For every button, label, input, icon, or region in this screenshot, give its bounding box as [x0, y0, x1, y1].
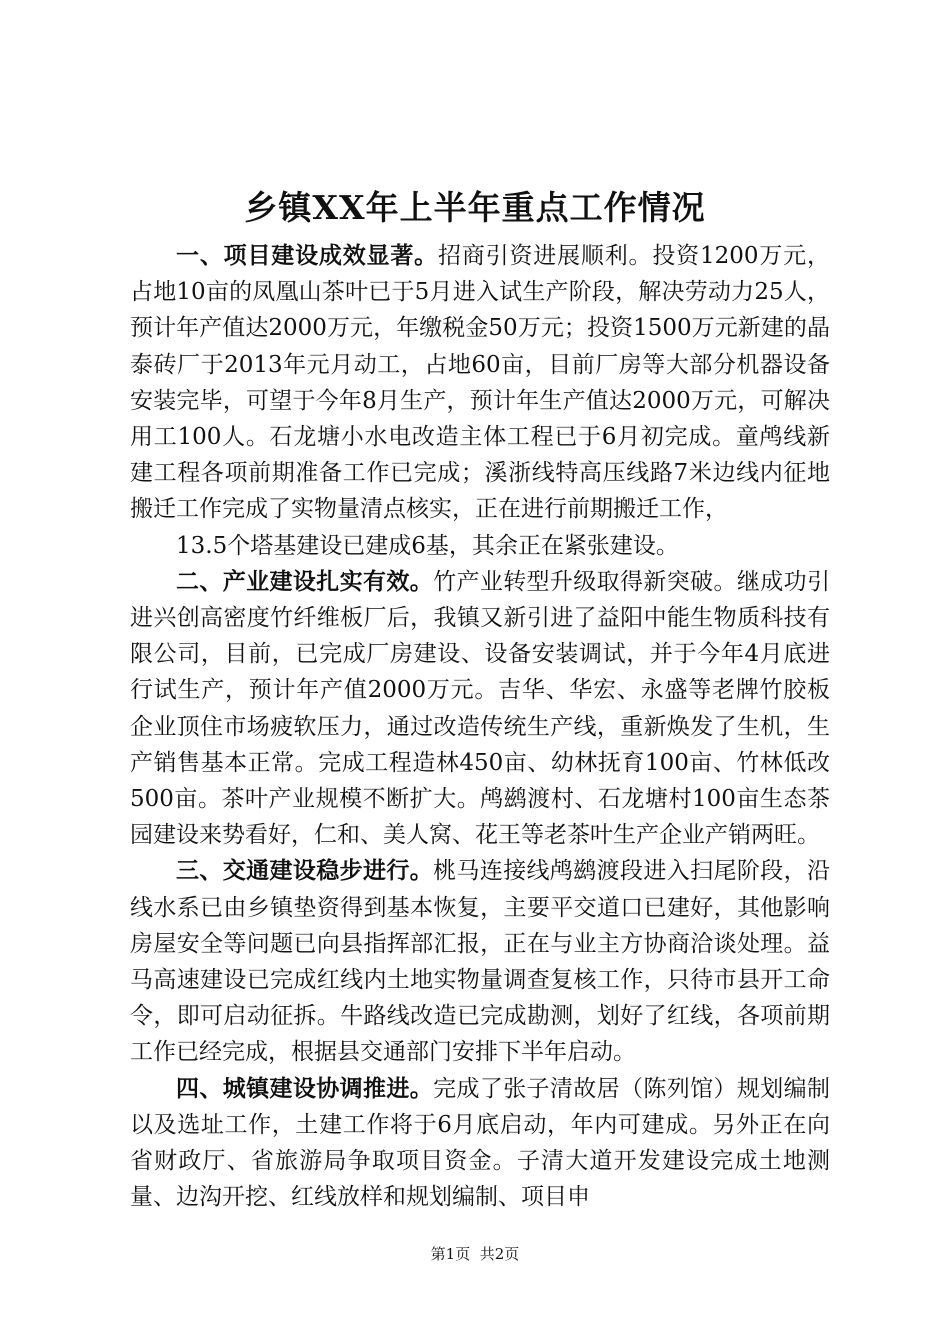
paragraph-text: 13.5个塔基建设已建成6基，其余正在紧张建设。 — [176, 532, 679, 559]
paragraph-industry-construction — [130, 564, 830, 854]
paragraph-transport-construction — [130, 853, 830, 1070]
paragraph-project-construction — [130, 238, 830, 528]
page-number: 第1页 — [430, 1245, 471, 1263]
paragraph-heading: 三、交通建设稳步进行。 — [176, 857, 434, 885]
paragraph-heading: 四、城镇建设协调推进。 — [176, 1074, 434, 1102]
paragraph-heading: 一、项目建设成效显著。 — [176, 242, 438, 269]
paragraph-text: 竹产业转型升级取得新突破。继成功引进兴创高密度竹纤维板厂后，我镇又新引进了益阳中能生物质科技有限公司，目前，已完成厂房建设、设备安装调试，并于今年4月底进行试生产，预计年产值2000万元。吉华、华宏、永盛等老牌竹胶板企业顶住市场疲软压力，通过改造传统生产线，重新焕发了生机，生产销售基本正常。完成工程造林450亩、幼林抚育100亩、竹林低改500亩。茶叶产业规模不断扩大。鸬鹚渡村、石龙塘村100亩生态茶园建设来势看好，仁和、美人窝、花王等老茶叶生产企业产销两旺。 — [130, 568, 831, 849]
paragraph-text: 招商引资进展顺利。投资1200万元，占地10亩的凤凰山茶叶已于5月进入试生产阶段，解决劳动力25人，预计年产值达2000万元，年缴税金50万元；投资1500万元新建的晶泰砖厂于2013年元月动工，占地60亩，目前厂房等大部分机器设备安装完毕，可望于今年8月生产，预计年生产值达2000万元，可解决用工100人。石龙塘小水电改造主体工程已于6月初完成。童鸬线新建工程各项前期准备工作已完成；溪浙线特高压线路7米边线内征地搬迁工作完成了实物量清点核实，正在进行前期搬迁工作， — [130, 243, 830, 523]
footer-spacer — [470, 1245, 480, 1263]
document-body — [130, 238, 830, 1215]
paragraph-town-construction — [130, 1071, 830, 1216]
paragraph-heading: 二、产业建设扎实有效。 — [176, 567, 434, 595]
paragraph-tower-foundations — [130, 528, 830, 564]
page-footer — [0, 1244, 950, 1264]
paragraph-text: 桃马连接线鸬鹚渡段进入扫尾阶段，沿线水系已由乡镇垫资得到基本恢复，主要平交道口已建好，其他影响房屋安全等问题已向县指挥部汇报，正在与业主方协商洽谈处理。益马高速建设已完成红线内土地实物量调查复核工作，只待市县开工命令，即可启动征拆。牛路线改造已完成勘测，划好了红线，各项前期工作已经完成，根据县交通部门安排下半年启动。 — [130, 858, 831, 1066]
paragraph-text: 完成了张子清故居（陈列馆）规划编制以及选址工作，土建工作将于6月底启动，年内可建成。另外正在向省财政厅、省旅游局争取项目资金。子清大道开发建设完成土地测量、边沟开挖、红线放样和规划编制、项目申 — [130, 1075, 831, 1211]
document-title: 乡镇XX年上半年重点工作情况 — [244, 188, 706, 227]
total-pages: 共2页 — [479, 1245, 520, 1263]
